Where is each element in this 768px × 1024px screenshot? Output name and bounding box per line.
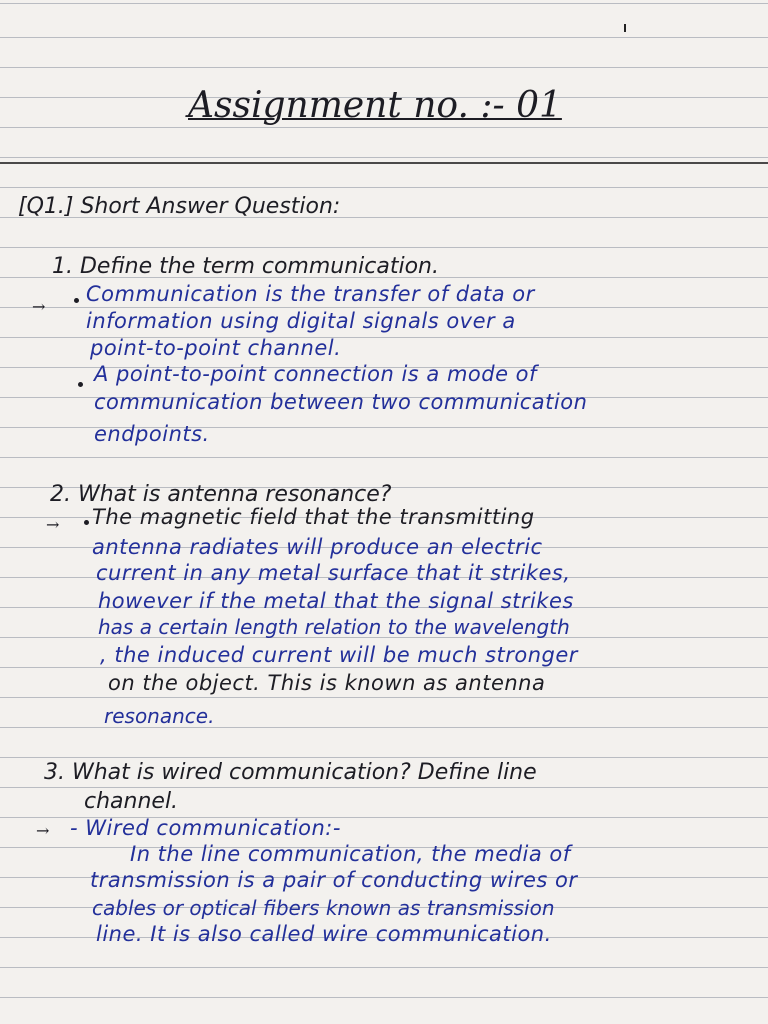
question-2: 2. What is antenna resonance? xyxy=(50,482,392,507)
q1-answer-line-3: point-to-point channel. xyxy=(90,336,342,360)
q3-answer-line-4: cables or optical fibers known as transmission xyxy=(92,896,555,920)
question-3-line-2: channel. xyxy=(84,789,179,814)
q3-answer-line-5: line. It is also called wire communication. xyxy=(96,922,552,946)
q3-answer-line-2: In the line communication, the media of xyxy=(130,842,571,866)
answer-arrow-3: → xyxy=(36,821,50,840)
q1-answer-line-1: Communication is the transfer of data or xyxy=(86,282,535,306)
q3-answer-line-1: - Wired communication:- xyxy=(70,816,341,840)
q1-answer-line-4: A point-to-point connection is a mode of xyxy=(94,362,537,386)
q2-answer-line-8: resonance. xyxy=(104,704,215,728)
q1-answer-line-5: communication between two communication xyxy=(94,390,588,414)
q3-answer-line-3: transmission is a pair of conducting wires or xyxy=(90,868,578,892)
q2-answer-line-1: The magnetic field that the transmitting xyxy=(92,505,535,529)
q2-answer-line-7: on the object. This is known as antenna xyxy=(108,671,546,695)
q2-answer-line-4: however if the metal that the signal strikes xyxy=(98,589,574,613)
answer-arrow-2: → xyxy=(46,515,60,534)
question-3-line-1: 3. What is wired communication? Define line xyxy=(44,760,537,785)
page-title: Assignment no. :- 01 xyxy=(188,85,562,126)
title-underline-rule xyxy=(0,162,768,164)
q1-answer-line-2: information using digital signals over a xyxy=(86,309,516,333)
bullet-1b xyxy=(78,382,83,387)
question-1: 1. Define the term communication. xyxy=(52,254,439,279)
section-heading: [Q1.] Short Answer Question: xyxy=(18,194,341,219)
answer-arrow-1: → xyxy=(32,297,46,316)
bullet-1a xyxy=(74,298,79,303)
q2-answer-line-3: current in any metal surface that it strikes, xyxy=(96,561,571,585)
q2-answer-line-6: , the induced current will be much stronger xyxy=(100,643,578,667)
pen-mark xyxy=(624,24,626,32)
bullet-2 xyxy=(84,520,89,525)
q1-answer-line-6: endpoints. xyxy=(94,422,210,446)
q2-answer-line-5: has a certain length relation to the wavelength xyxy=(98,615,570,639)
q2-answer-line-2: antenna radiates will produce an electric xyxy=(92,535,543,559)
